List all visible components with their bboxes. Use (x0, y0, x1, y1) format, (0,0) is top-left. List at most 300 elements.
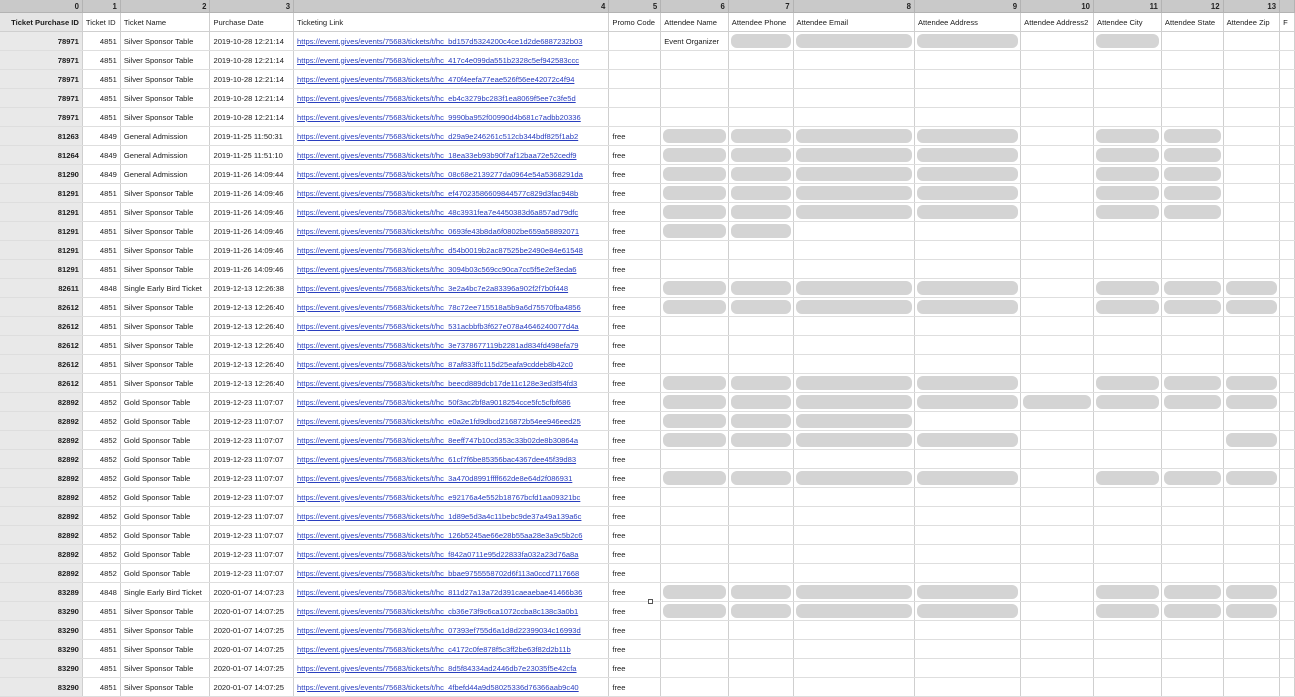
attendee-address-cell[interactable] (914, 108, 1020, 127)
ticketing-link-cell[interactable]: https://event.gives/events/75683/tickets/t/hc_61cf7f6be85356bac4367dee45f39d83 (294, 450, 609, 469)
ticket-id-cell[interactable]: 4851 (82, 184, 120, 203)
attendee-phone-cell[interactable] (728, 203, 793, 222)
ticketing-link-cell[interactable]: https://event.gives/events/75683/tickets/t/hc_4fbefd44a9d58025336d76366aab9c40 (294, 678, 609, 697)
purchase-id-cell[interactable]: 81263 (0, 127, 82, 146)
ticket-name-cell[interactable]: Silver Sponsor Table (120, 241, 210, 260)
attendee-address-cell[interactable] (914, 355, 1020, 374)
purchase-date-cell[interactable]: 2019-12-23 11:07:07 (210, 450, 294, 469)
attendee-city-cell[interactable] (1094, 507, 1162, 526)
attendee-email-cell[interactable] (793, 260, 914, 279)
ticket-name-cell[interactable]: Gold Sponsor Table (120, 393, 210, 412)
ticket-id-cell[interactable]: 4851 (82, 51, 120, 70)
attendee-zip-cell[interactable] (1223, 32, 1280, 51)
attendee-name-cell[interactable] (661, 184, 729, 203)
purchase-id-cell[interactable]: 82892 (0, 431, 82, 450)
attendee-name-cell[interactable] (661, 507, 729, 526)
attendee-name-cell[interactable]: Event Organizer (661, 32, 729, 51)
attendee-email-cell[interactable] (793, 89, 914, 108)
promo-code-cell[interactable]: free (609, 203, 661, 222)
attendee-city-cell[interactable] (1094, 412, 1162, 431)
attendee-address2-cell[interactable] (1021, 108, 1094, 127)
attendee-address-cell[interactable] (914, 621, 1020, 640)
purchase-date-cell[interactable]: 2019-12-13 12:26:40 (210, 336, 294, 355)
attendee-zip-cell[interactable] (1223, 564, 1280, 583)
purchase-date-cell[interactable]: 2020-01-07 14:07:25 (210, 659, 294, 678)
attendee-city-cell[interactable] (1094, 355, 1162, 374)
attendee-zip-cell[interactable] (1223, 507, 1280, 526)
purchase-date-cell[interactable]: 2020-01-07 14:07:25 (210, 621, 294, 640)
ticketing-link-cell[interactable]: https://event.gives/events/75683/tickets/t/hc_126b5245ae66e28b55aa28e3a9c5b2c6 (294, 526, 609, 545)
attendee-city-cell[interactable] (1094, 583, 1162, 602)
table-row[interactable] (0, 564, 1295, 583)
column-header-0[interactable]: Ticket Purchase ID (0, 13, 82, 32)
attendee-address2-cell[interactable] (1021, 450, 1094, 469)
extra-column-cell[interactable] (1280, 184, 1295, 203)
ticketing-link-cell[interactable]: https://event.gives/events/75683/tickets/t/hc_0693fe43b8da6f0802be659a58892071 (294, 222, 609, 241)
purchase-date-cell[interactable]: 2019-11-26 14:09:46 (210, 260, 294, 279)
purchase-id-cell[interactable]: 82612 (0, 374, 82, 393)
ticketing-link-cell[interactable]: https://event.gives/events/75683/tickets/t/hc_50f3ac2bf8a9018254cce5fc5cfbf686 (294, 393, 609, 412)
attendee-address2-cell[interactable] (1021, 393, 1094, 412)
promo-code-cell[interactable]: free (609, 317, 661, 336)
ticket-name-cell[interactable]: Silver Sponsor Table (120, 184, 210, 203)
attendee-address-cell[interactable] (914, 336, 1020, 355)
attendee-state-cell[interactable] (1161, 488, 1223, 507)
ticketing-link-cell[interactable]: https://event.gives/events/75683/tickets/t/hc_531acbbfb3f627e078a4646240077d4a (294, 317, 609, 336)
table-row[interactable] (0, 146, 1295, 165)
attendee-phone-cell[interactable] (728, 393, 793, 412)
purchase-date-cell[interactable]: 2019-12-13 12:26:40 (210, 317, 294, 336)
ticket-id-cell[interactable]: 4848 (82, 583, 120, 602)
purchase-date-cell[interactable]: 2019-10-28 12:21:14 (210, 89, 294, 108)
column-index-1[interactable]: 1 (82, 0, 120, 13)
attendee-address-cell[interactable] (914, 450, 1020, 469)
attendee-email-cell[interactable] (793, 507, 914, 526)
attendee-city-cell[interactable] (1094, 108, 1162, 127)
ticket-name-cell[interactable]: Silver Sponsor Table (120, 602, 210, 621)
attendee-city-cell[interactable] (1094, 545, 1162, 564)
ticket-name-cell[interactable]: General Admission (120, 146, 210, 165)
attendee-city-cell[interactable] (1094, 564, 1162, 583)
attendee-address-cell[interactable] (914, 488, 1020, 507)
table-row[interactable] (0, 659, 1295, 678)
attendee-phone-cell[interactable] (728, 450, 793, 469)
extra-column-cell[interactable] (1280, 165, 1295, 184)
attendee-city-cell[interactable] (1094, 393, 1162, 412)
promo-code-cell[interactable] (609, 89, 661, 108)
column-index-2[interactable]: 2 (120, 0, 210, 13)
ticket-name-cell[interactable]: Silver Sponsor Table (120, 260, 210, 279)
attendee-state-cell[interactable] (1161, 393, 1223, 412)
attendee-phone-cell[interactable] (728, 488, 793, 507)
attendee-address2-cell[interactable] (1021, 51, 1094, 70)
ticket-id-cell[interactable]: 4851 (82, 260, 120, 279)
attendee-zip-cell[interactable] (1223, 431, 1280, 450)
attendee-phone-cell[interactable] (728, 51, 793, 70)
attendee-zip-cell[interactable] (1223, 279, 1280, 298)
attendee-email-cell[interactable] (793, 127, 914, 146)
purchase-id-cell[interactable]: 83290 (0, 659, 82, 678)
attendee-name-cell[interactable] (661, 659, 729, 678)
attendee-state-cell[interactable] (1161, 507, 1223, 526)
purchase-date-cell[interactable]: 2019-12-23 11:07:07 (210, 488, 294, 507)
attendee-state-cell[interactable] (1161, 640, 1223, 659)
attendee-phone-cell[interactable] (728, 526, 793, 545)
attendee-name-cell[interactable] (661, 222, 729, 241)
column-header-3[interactable]: Purchase Date (210, 13, 294, 32)
table-row[interactable] (0, 32, 1295, 51)
attendee-state-cell[interactable] (1161, 317, 1223, 336)
ticketing-link-cell[interactable]: https://event.gives/events/75683/tickets/t/hc_1d89e5d3a4c11bebc9de37a49a139a6c (294, 507, 609, 526)
ticket-id-cell[interactable]: 4851 (82, 355, 120, 374)
table-row[interactable] (0, 602, 1295, 621)
attendee-zip-cell[interactable] (1223, 89, 1280, 108)
ticket-id-cell[interactable]: 4852 (82, 469, 120, 488)
ticket-name-cell[interactable]: Gold Sponsor Table (120, 412, 210, 431)
purchase-id-cell[interactable]: 78971 (0, 70, 82, 89)
purchase-id-cell[interactable]: 83290 (0, 602, 82, 621)
attendee-address2-cell[interactable] (1021, 583, 1094, 602)
purchase-id-cell[interactable]: 83290 (0, 678, 82, 697)
ticket-name-cell[interactable]: Silver Sponsor Table (120, 298, 210, 317)
attendee-name-cell[interactable] (661, 165, 729, 184)
purchase-id-cell[interactable]: 82892 (0, 507, 82, 526)
promo-code-cell[interactable]: free (609, 412, 661, 431)
ticketing-link-cell[interactable]: https://event.gives/events/75683/tickets/t/hc_8d5f84334ad2446db7e23035f5e42cfa (294, 659, 609, 678)
attendee-phone-cell[interactable] (728, 336, 793, 355)
attendee-zip-cell[interactable] (1223, 260, 1280, 279)
ticket-id-cell[interactable]: 4852 (82, 564, 120, 583)
attendee-address2-cell[interactable] (1021, 146, 1094, 165)
attendee-address2-cell[interactable] (1021, 184, 1094, 203)
attendee-phone-cell[interactable] (728, 621, 793, 640)
ticketing-link-cell[interactable]: https://event.gives/events/75683/tickets/t/hc_bbae9755558702d6f113a0ccd7117668 (294, 564, 609, 583)
attendee-state-cell[interactable] (1161, 203, 1223, 222)
promo-code-cell[interactable]: free (609, 146, 661, 165)
purchase-date-cell[interactable]: 2020-01-07 14:07:25 (210, 602, 294, 621)
attendee-address-cell[interactable] (914, 298, 1020, 317)
attendee-name-cell[interactable] (661, 89, 729, 108)
attendee-zip-cell[interactable] (1223, 412, 1280, 431)
attendee-phone-cell[interactable] (728, 659, 793, 678)
attendee-state-cell[interactable] (1161, 355, 1223, 374)
promo-code-cell[interactable]: free (609, 355, 661, 374)
table-row[interactable] (0, 336, 1295, 355)
attendee-zip-cell[interactable] (1223, 70, 1280, 89)
purchase-id-cell[interactable]: 81264 (0, 146, 82, 165)
attendee-address-cell[interactable] (914, 89, 1020, 108)
table-row[interactable] (0, 127, 1295, 146)
ticket-id-cell[interactable]: 4852 (82, 450, 120, 469)
table-row[interactable] (0, 431, 1295, 450)
extra-column-cell[interactable] (1280, 336, 1295, 355)
attendee-address2-cell[interactable] (1021, 222, 1094, 241)
attendee-state-cell[interactable] (1161, 602, 1223, 621)
ticketing-link-cell[interactable]: https://event.gives/events/75683/tickets/t/hc_08c68e2139277da0964e54a5368291da (294, 165, 609, 184)
purchase-date-cell[interactable]: 2019-11-26 14:09:44 (210, 165, 294, 184)
purchase-date-cell[interactable]: 2019-12-13 12:26:38 (210, 279, 294, 298)
column-index-6[interactable]: 6 (661, 0, 729, 13)
purchase-date-cell[interactable]: 2019-10-28 12:21:14 (210, 108, 294, 127)
promo-code-cell[interactable] (609, 32, 661, 51)
attendee-email-cell[interactable] (793, 374, 914, 393)
attendee-zip-cell[interactable] (1223, 355, 1280, 374)
ticket-id-cell[interactable]: 4851 (82, 621, 120, 640)
attendee-zip-cell[interactable] (1223, 678, 1280, 697)
ticket-name-cell[interactable]: Single Early Bird Ticket (120, 279, 210, 298)
ticketing-link-cell[interactable]: https://event.gives/events/75683/tickets/t/hc_f842a0711e95d22833fa032a23d76a8a (294, 545, 609, 564)
ticket-id-cell[interactable]: 4851 (82, 317, 120, 336)
attendee-name-cell[interactable] (661, 621, 729, 640)
attendee-email-cell[interactable] (793, 355, 914, 374)
ticketing-link-cell[interactable]: https://event.gives/events/75683/tickets/t/hc_3e2a4bc7e2a83396a902f2f7b0f448 (294, 279, 609, 298)
table-row[interactable] (0, 621, 1295, 640)
attendee-phone-cell[interactable] (728, 317, 793, 336)
table-row[interactable] (0, 222, 1295, 241)
extra-column-cell[interactable] (1280, 51, 1295, 70)
attendee-phone-cell[interactable] (728, 355, 793, 374)
attendee-state-cell[interactable] (1161, 260, 1223, 279)
ticket-id-cell[interactable]: 4851 (82, 32, 120, 51)
attendee-city-cell[interactable] (1094, 374, 1162, 393)
purchase-date-cell[interactable]: 2019-11-26 14:09:46 (210, 203, 294, 222)
extra-column-cell[interactable] (1280, 222, 1295, 241)
promo-code-cell[interactable]: free (609, 184, 661, 203)
column-header-9[interactable]: Attendee Address (914, 13, 1020, 32)
column-header-12[interactable]: Attendee State (1161, 13, 1223, 32)
ticket-id-cell[interactable]: 4851 (82, 659, 120, 678)
attendee-address-cell[interactable] (914, 241, 1020, 260)
table-row[interactable] (0, 640, 1295, 659)
attendee-zip-cell[interactable] (1223, 203, 1280, 222)
attendee-state-cell[interactable] (1161, 298, 1223, 317)
attendee-name-cell[interactable] (661, 564, 729, 583)
table-row[interactable] (0, 70, 1295, 89)
purchase-id-cell[interactable]: 81291 (0, 184, 82, 203)
attendee-email-cell[interactable] (793, 222, 914, 241)
purchase-id-cell[interactable]: 82612 (0, 317, 82, 336)
ticket-id-cell[interactable]: 4851 (82, 602, 120, 621)
attendee-state-cell[interactable] (1161, 659, 1223, 678)
attendee-city-cell[interactable] (1094, 621, 1162, 640)
attendee-state-cell[interactable] (1161, 374, 1223, 393)
attendee-address2-cell[interactable] (1021, 659, 1094, 678)
attendee-name-cell[interactable] (661, 450, 729, 469)
purchase-date-cell[interactable]: 2019-12-23 11:07:07 (210, 431, 294, 450)
purchase-id-cell[interactable]: 81291 (0, 203, 82, 222)
attendee-phone-cell[interactable] (728, 602, 793, 621)
purchase-id-cell[interactable]: 83289 (0, 583, 82, 602)
purchase-id-cell[interactable]: 82892 (0, 393, 82, 412)
attendee-phone-cell[interactable] (728, 146, 793, 165)
purchase-id-cell[interactable]: 82612 (0, 298, 82, 317)
purchase-id-cell[interactable]: 82892 (0, 545, 82, 564)
column-index-5[interactable]: 5 (609, 0, 661, 13)
attendee-email-cell[interactable] (793, 51, 914, 70)
ticket-name-cell[interactable]: Gold Sponsor Table (120, 488, 210, 507)
attendee-email-cell[interactable] (793, 32, 914, 51)
column-index-8[interactable]: 8 (793, 0, 914, 13)
column-index-7[interactable]: 7 (728, 0, 793, 13)
attendee-state-cell[interactable] (1161, 545, 1223, 564)
ticketing-link-cell[interactable]: https://event.gives/events/75683/tickets/t/hc_d29a9e246261c512cb344bdf825f1ab2 (294, 127, 609, 146)
attendee-city-cell[interactable] (1094, 127, 1162, 146)
attendee-address2-cell[interactable] (1021, 526, 1094, 545)
attendee-phone-cell[interactable] (728, 222, 793, 241)
promo-code-cell[interactable] (609, 51, 661, 70)
column-header-6[interactable]: Attendee Name (661, 13, 729, 32)
purchase-id-cell[interactable]: 78971 (0, 32, 82, 51)
attendee-zip-cell[interactable] (1223, 146, 1280, 165)
attendee-name-cell[interactable] (661, 412, 729, 431)
purchase-date-cell[interactable]: 2019-12-23 11:07:07 (210, 412, 294, 431)
attendee-address2-cell[interactable] (1021, 32, 1094, 51)
attendee-address2-cell[interactable] (1021, 678, 1094, 697)
extra-column-cell[interactable] (1280, 621, 1295, 640)
promo-code-cell[interactable]: free (609, 640, 661, 659)
attendee-address-cell[interactable] (914, 203, 1020, 222)
attendee-address-cell[interactable] (914, 678, 1020, 697)
promo-code-cell[interactable]: free (609, 488, 661, 507)
column-header-14[interactable]: F (1280, 13, 1295, 32)
attendee-zip-cell[interactable] (1223, 108, 1280, 127)
promo-code-cell[interactable]: free (609, 431, 661, 450)
attendee-name-cell[interactable] (661, 602, 729, 621)
attendee-address-cell[interactable] (914, 412, 1020, 431)
table-row[interactable] (0, 450, 1295, 469)
attendee-city-cell[interactable] (1094, 70, 1162, 89)
column-header-1[interactable]: Ticket ID (82, 13, 120, 32)
attendee-email-cell[interactable] (793, 659, 914, 678)
attendee-phone-cell[interactable] (728, 108, 793, 127)
attendee-address-cell[interactable] (914, 564, 1020, 583)
attendee-zip-cell[interactable] (1223, 298, 1280, 317)
ticket-id-cell[interactable]: 4849 (82, 127, 120, 146)
attendee-address2-cell[interactable] (1021, 545, 1094, 564)
attendee-city-cell[interactable] (1094, 336, 1162, 355)
attendee-state-cell[interactable] (1161, 108, 1223, 127)
promo-code-cell[interactable]: free (609, 222, 661, 241)
attendee-name-cell[interactable] (661, 545, 729, 564)
extra-column-cell[interactable] (1280, 526, 1295, 545)
purchase-id-cell[interactable]: 82892 (0, 564, 82, 583)
attendee-email-cell[interactable] (793, 469, 914, 488)
attendee-address2-cell[interactable] (1021, 317, 1094, 336)
attendee-zip-cell[interactable] (1223, 545, 1280, 564)
attendee-city-cell[interactable] (1094, 89, 1162, 108)
attendee-address-cell[interactable] (914, 32, 1020, 51)
attendee-zip-cell[interactable] (1223, 602, 1280, 621)
attendee-zip-cell[interactable] (1223, 241, 1280, 260)
extra-column-cell[interactable] (1280, 127, 1295, 146)
attendee-email-cell[interactable] (793, 393, 914, 412)
ticket-name-cell[interactable]: General Admission (120, 127, 210, 146)
column-header-4[interactable]: Ticketing Link (294, 13, 609, 32)
ticketing-link-cell[interactable]: https://event.gives/events/75683/tickets/t/hc_9990ba952f00990d4b681c7adbb20336 (294, 108, 609, 127)
attendee-city-cell[interactable] (1094, 279, 1162, 298)
attendee-email-cell[interactable] (793, 640, 914, 659)
purchase-id-cell[interactable]: 81291 (0, 260, 82, 279)
attendee-address-cell[interactable] (914, 165, 1020, 184)
attendee-email-cell[interactable] (793, 279, 914, 298)
purchase-id-cell[interactable]: 82892 (0, 488, 82, 507)
attendee-name-cell[interactable] (661, 583, 729, 602)
attendee-address2-cell[interactable] (1021, 602, 1094, 621)
column-index-3[interactable]: 3 (210, 0, 294, 13)
table-row[interactable] (0, 469, 1295, 488)
table-row[interactable] (0, 203, 1295, 222)
ticketing-link-cell[interactable]: https://event.gives/events/75683/tickets/t/hc_eb4c3279bc283f1ea8069f5ee7c3fe5d (294, 89, 609, 108)
purchase-id-cell[interactable]: 82611 (0, 279, 82, 298)
attendee-address-cell[interactable] (914, 583, 1020, 602)
ticketing-link-cell[interactable]: https://event.gives/events/75683/tickets/t/hc_3a470d8991ffff662de8e64d2f086931 (294, 469, 609, 488)
attendee-email-cell[interactable] (793, 70, 914, 89)
ticketing-link-cell[interactable]: https://event.gives/events/75683/tickets/t/hc_3e7378677119b2281ad834fd498efa79 (294, 336, 609, 355)
extra-column-cell[interactable] (1280, 659, 1295, 678)
attendee-state-cell[interactable] (1161, 70, 1223, 89)
attendee-email-cell[interactable] (793, 526, 914, 545)
attendee-city-cell[interactable] (1094, 241, 1162, 260)
attendee-email-cell[interactable] (793, 583, 914, 602)
attendee-address-cell[interactable] (914, 260, 1020, 279)
attendee-state-cell[interactable] (1161, 51, 1223, 70)
table-row[interactable] (0, 51, 1295, 70)
extra-column-cell[interactable] (1280, 146, 1295, 165)
attendee-state-cell[interactable] (1161, 184, 1223, 203)
ticketing-link-cell[interactable]: https://event.gives/events/75683/tickets/t/hc_e92176a4e552b18767bcfd1aa09321bc (294, 488, 609, 507)
purchase-date-cell[interactable]: 2019-12-23 11:07:07 (210, 393, 294, 412)
attendee-address2-cell[interactable] (1021, 203, 1094, 222)
promo-code-cell[interactable]: free (609, 469, 661, 488)
purchase-id-cell[interactable]: 82612 (0, 336, 82, 355)
column-index-9[interactable]: 9 (914, 0, 1020, 13)
table-row[interactable] (0, 374, 1295, 393)
attendee-address2-cell[interactable] (1021, 127, 1094, 146)
attendee-zip-cell[interactable] (1223, 336, 1280, 355)
ticket-name-cell[interactable]: Silver Sponsor Table (120, 374, 210, 393)
table-row[interactable] (0, 89, 1295, 108)
ticket-name-cell[interactable]: Gold Sponsor Table (120, 564, 210, 583)
column-header-13[interactable]: Attendee Zip (1223, 13, 1280, 32)
attendee-name-cell[interactable] (661, 317, 729, 336)
attendee-phone-cell[interactable] (728, 127, 793, 146)
purchase-date-cell[interactable]: 2019-12-23 11:07:07 (210, 469, 294, 488)
purchase-date-cell[interactable]: 2019-11-26 14:09:46 (210, 184, 294, 203)
purchase-date-cell[interactable]: 2019-11-26 14:09:46 (210, 222, 294, 241)
attendee-zip-cell[interactable] (1223, 621, 1280, 640)
ticket-id-cell[interactable]: 4851 (82, 336, 120, 355)
ticketing-link-cell[interactable]: https://event.gives/events/75683/tickets/t/hc_07393ef755d6a1d8d22399034c16993d (294, 621, 609, 640)
column-header-2[interactable]: Ticket Name (120, 13, 210, 32)
attendee-address-cell[interactable] (914, 279, 1020, 298)
ticketing-link-cell[interactable]: https://event.gives/events/75683/tickets/t/hc_78c72ee715518a5b9a6d75570fba4856 (294, 298, 609, 317)
table-row[interactable] (0, 317, 1295, 336)
promo-code-cell[interactable]: free (609, 621, 661, 640)
attendee-email-cell[interactable] (793, 298, 914, 317)
extra-column-cell[interactable] (1280, 412, 1295, 431)
attendee-name-cell[interactable] (661, 678, 729, 697)
purchase-id-cell[interactable]: 82892 (0, 412, 82, 431)
purchase-id-cell[interactable]: 82892 (0, 450, 82, 469)
attendee-email-cell[interactable] (793, 412, 914, 431)
attendee-state-cell[interactable] (1161, 450, 1223, 469)
extra-column-cell[interactable] (1280, 545, 1295, 564)
column-index-14[interactable] (1280, 0, 1295, 13)
ticket-name-cell[interactable]: Silver Sponsor Table (120, 640, 210, 659)
ticket-id-cell[interactable]: 4852 (82, 393, 120, 412)
extra-column-cell[interactable] (1280, 564, 1295, 583)
extra-column-cell[interactable] (1280, 488, 1295, 507)
